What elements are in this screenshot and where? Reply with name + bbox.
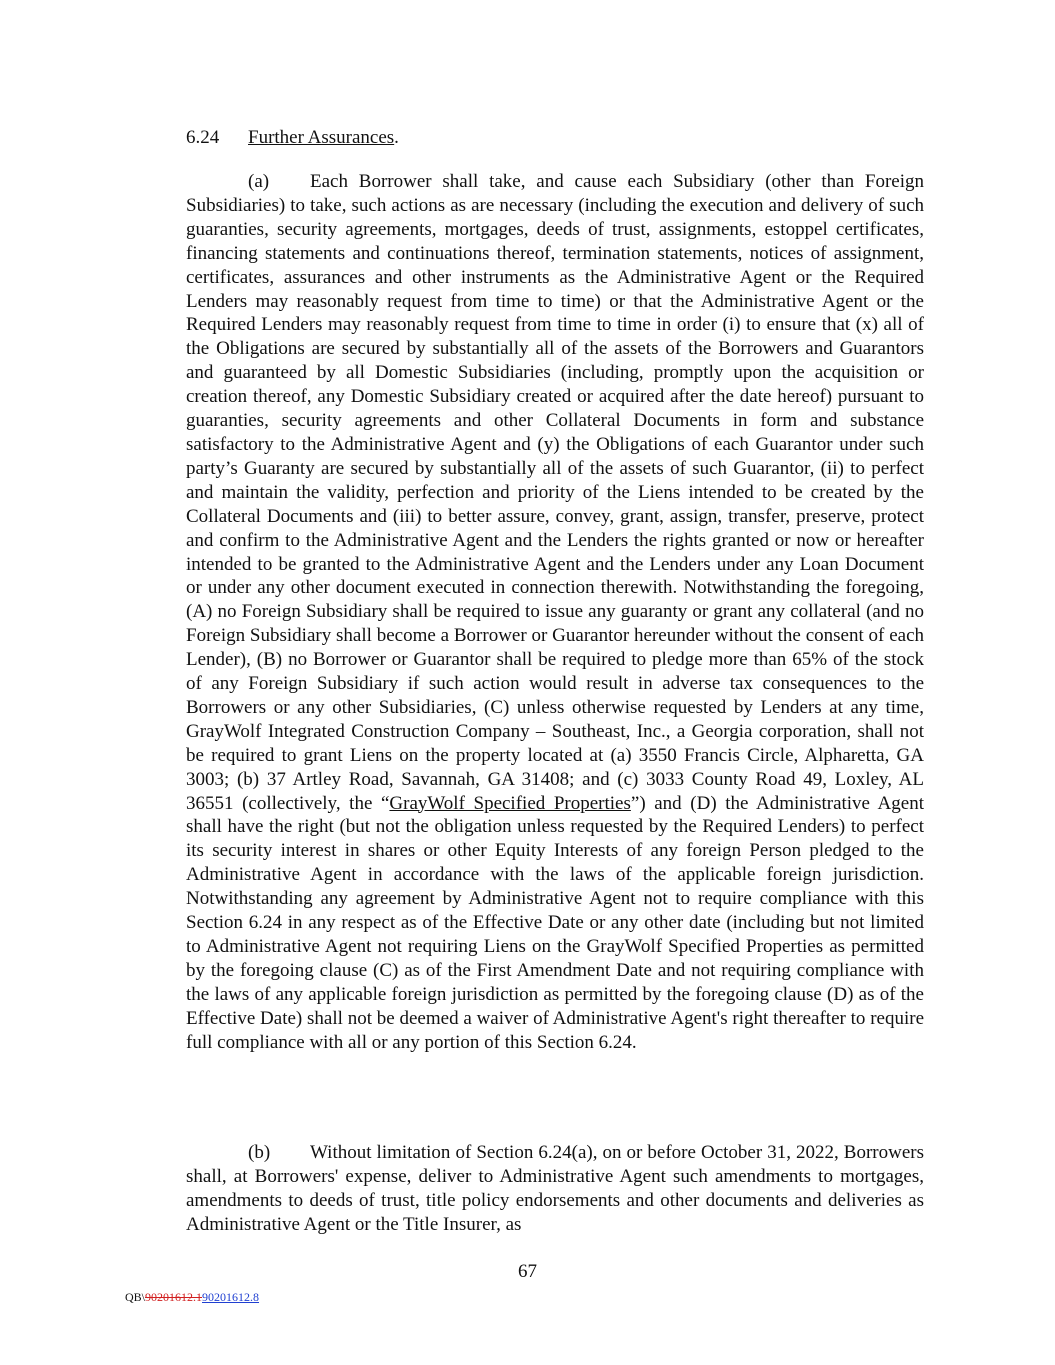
- section-heading: [186, 126, 399, 150]
- paragraph-b-label: (b): [248, 1142, 271, 1163]
- paragraph-a: [186, 170, 924, 1055]
- footer-deleted-version: 90201612.1: [145, 1290, 203, 1304]
- section-number: 6.24: [186, 127, 220, 148]
- paragraph-b-text: Without limitation of Section 6.24(a), on or before October 31, 2022, Borrowers shall, at Borrowers' expense, deliver to Administrative Agent such amendments to mortgages, amendments to deeds of trust, title policy endorsements and other documents and deliveries as Administrative Agent or the Title Insurer, as: [186, 1142, 924, 1235]
- page-number: 67: [518, 1261, 537, 1282]
- defined-term-graywolf-specified-properties: GrayWolf Specified Properties: [389, 792, 631, 814]
- paragraph-a-text-1: Each Borrower shall take, and cause each Subsidiary (other than Foreign Subsidiaries) to take, such actions as are necessary (including the execution and delivery of such guaranties, security agreements, mortgages, deeds of trust, assignments, estoppel certificates, financing statements and continuations thereof, termination statements, notices of assignment, certificates, assurances and other instruments as the Administrative Agent or the Required Lenders may reasonably request from time to time) or that the Administrative Agent or the Required Lenders may reasonably request from time to time in order (i) to ensure that (x) all of the Obligations are secured by substantially all of the assets of the Borrowers and Guarantors and guaranteed by all Domestic Subsidiaries (including, promptly upon the acquisition or creation thereof, any Domestic Subsidiary created or acquired after the date hereof) pursuant to guaranties, security agreements and other Collateral Documents in form and substance satisfactory to the Administrative Agent and (y) the Obligations of each Guarantor under such party’s Guaranty are secured by substantially all of the assets of such Guarantor, (ii) to perfect and maintain the validity, perfection and priority of the Liens intended to be created by the Collateral Documents and (iii) to better assure, convey, grant, assign, transfer, preserve, protect and confirm to the Administrative Agent and the Lenders the rights granted or now or hereafter intended to be granted to the Administrative Agent and the Lenders under any Loan Document or under any other document executed in connection therewith. Notwithstanding the foregoing, (A) no Foreign Subsidiary shall be required to issue any guaranty or grant any collateral (and no Foreign Subsidiary shall become a Borrower or Guarantor hereunder without the consent of each Lender), (B) no Borrower or Guarantor shall be required to pledge more than 65% of the stock of any Foreign Subsidiary if such action would result in adverse tax consequences to the Borrowers or any other Subsidiaries, (C) unless otherwise requested by Lenders at any time, GrayWolf Integrated Construction Company – Southeast, Inc., a Georgia corporation, shall not be required to grant Liens on the property located at (a) 3550 Francis Circle, Alpharetta, GA 3003; (b) 37 Artley Road, Savannah, GA 31408; and (c) 3033 County Road 49, Loxley, AL 36551 (collectively, the “: [186, 171, 924, 814]
- footer-inserted-version: 90201612.8: [202, 1290, 260, 1304]
- paragraph-a-text-2: ”) and (D) the Administrative Agent shall have the right (but not the obligation unless requested by the Required Lenders) to perfect its security interest in shares or other Equity Interests of any foreign Person pledged to the Administrative Agent in accordance with the laws of the applicable foreign jurisdiction. Notwithstanding any agreement by Administrative Agent not to require compliance with this Section 6.24 in any respect as of the Effective Date or any other date (including but not limited to Administrative Agent not requiring Liens on the GrayWolf Specified Properties as permitted by the foregoing clause (C) as of the First Amendment Date and not requiring compliance with the laws of any applicable foreign jurisdiction as permitted by the foregoing clause (D) as of the Effective Date) shall not be deemed a waiver of Administrative Agent's right thereafter to require full compliance with all or any portion of this Section 6.24.: [186, 792, 924, 1053]
- section-title: Further Assurances: [248, 127, 395, 148]
- footer-document-id: [125, 1289, 259, 1305]
- paragraph-b: [186, 1141, 924, 1237]
- section-title-suffix: .: [394, 127, 399, 148]
- footer-prefix: QB\: [125, 1290, 146, 1304]
- paragraph-a-label: (a): [248, 171, 270, 192]
